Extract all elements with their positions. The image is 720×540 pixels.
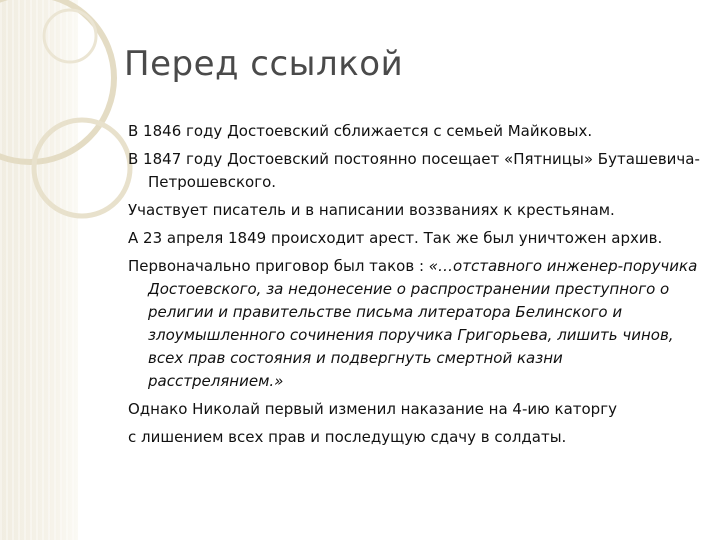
sentence-quote: «…отставного инженер-поручика Достоевского, за недонесение о распространении преступного о религии и правительстве письма литератора Белинского и злоумышленного сочинения поручика Григорьева, лишить чинов, всех прав состояния и подвергнуть смертной казни расстрелянием.» <box>148 257 698 390</box>
sentence-lead: Первоначально приговор был таков : <box>128 257 429 275</box>
decorative-circle-medium <box>34 120 130 216</box>
paragraph-5 <box>128 255 700 393</box>
slide-body <box>128 120 700 449</box>
paragraph-1: В 1846 году Достоевский сближается с семьей Майковых. <box>128 122 593 140</box>
slide-title: Перед ссылкой <box>124 44 404 84</box>
paragraph-6: Однако Николай первый изменил наказание на 4-ию каторгу <box>128 400 617 418</box>
paragraph-3: Участвует писатель и в написании воззваниях к крестьянам. <box>128 201 615 219</box>
paragraph-2: В 1847 году Достоевский постоянно посещает «Пятницы» Буташевича-Петрошевского. <box>128 150 700 191</box>
paragraph-7: с лишением всех прав и последущую сдачу в солдаты. <box>128 428 567 446</box>
paragraph-4: А 23 апреля 1849 происходит арест. Так же был уничтожен архив. <box>128 229 663 247</box>
decorative-circle-large <box>0 0 114 162</box>
decorative-circle-small <box>44 10 96 62</box>
